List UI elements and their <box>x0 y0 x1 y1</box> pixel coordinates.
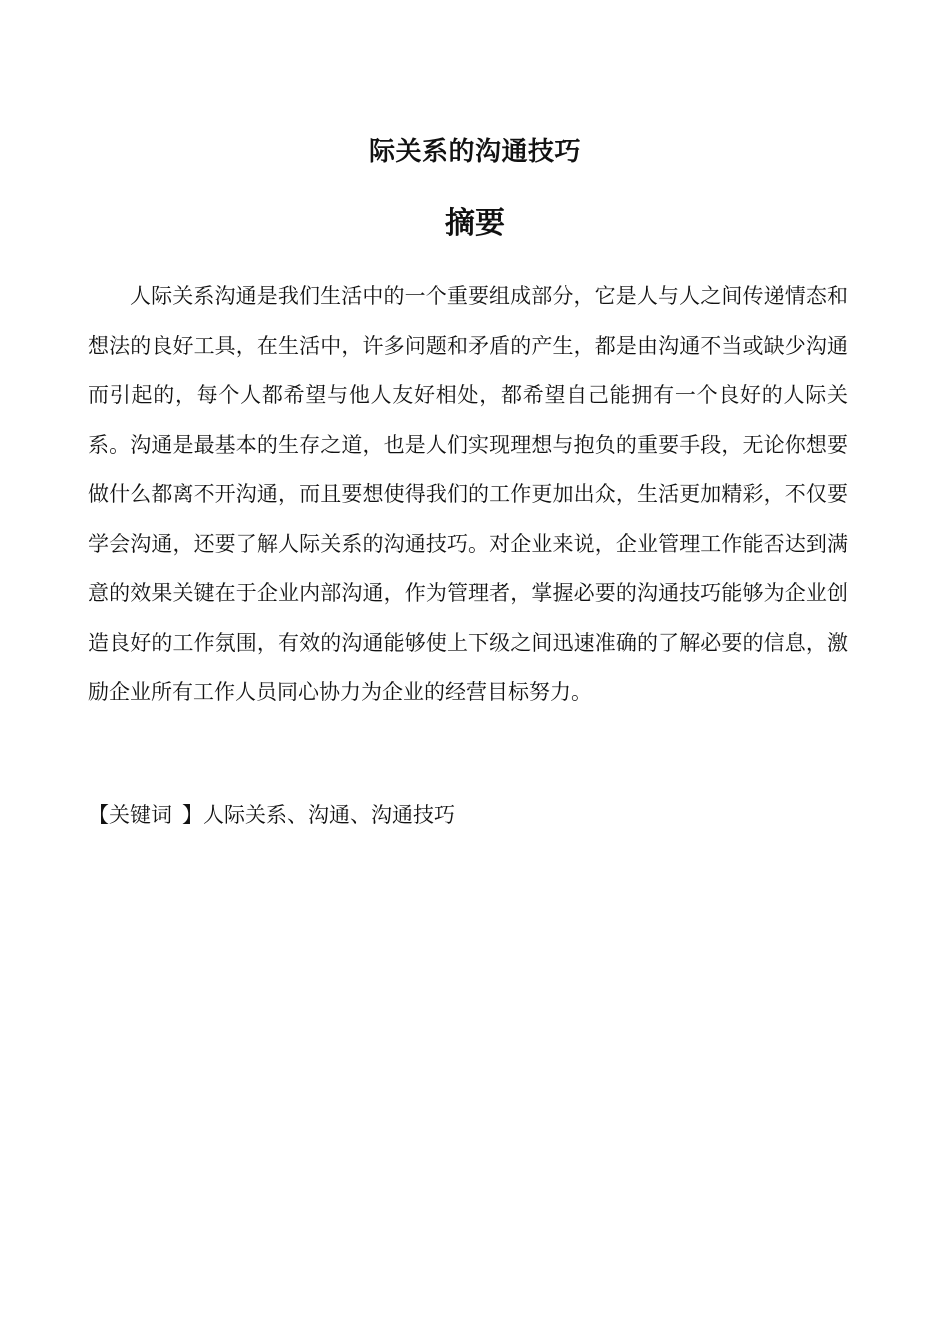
abstract-heading: 摘要 <box>445 206 505 241</box>
keywords-label-open: 【关键词 <box>88 803 172 827</box>
keywords-label-close: 】 <box>182 803 203 827</box>
keywords-value: 人际关系、沟通、沟通技巧 <box>203 803 455 827</box>
abstract-paragraph: 人际关系沟通是我们生活中的一个重要组成部分，它是人与人之间传递情态和想法的良好工具，在生活中，许多问题和矛盾的产生，都是由沟通不当或缺少沟通而引起的，每个人都希望与他人友好相处，都希望自己能拥有一个良好的人际关系。沟通是最基本的生存之道，也是人们实现理想与抱负的重要手段，无论你想要做什么都离不开沟通，而且要想使得我们的工作更加出众，生活更加精彩，不仅要学会沟通，还要了解人际关系的沟通技巧。对企业来说，企业管理工作能否达到满意的效果关键在于企业内部沟通，作为管理者，掌握必要的沟通技巧能够为企业创造良好的工作氛围，有效的沟通能够使上下级之间迅速准确的了解必要的信息，激励企业所有工作人员同心协力为企业的经营目标努力。 <box>88 284 848 704</box>
keywords-line <box>88 795 848 835</box>
document-title: 际关系的沟通技巧 <box>368 137 581 167</box>
